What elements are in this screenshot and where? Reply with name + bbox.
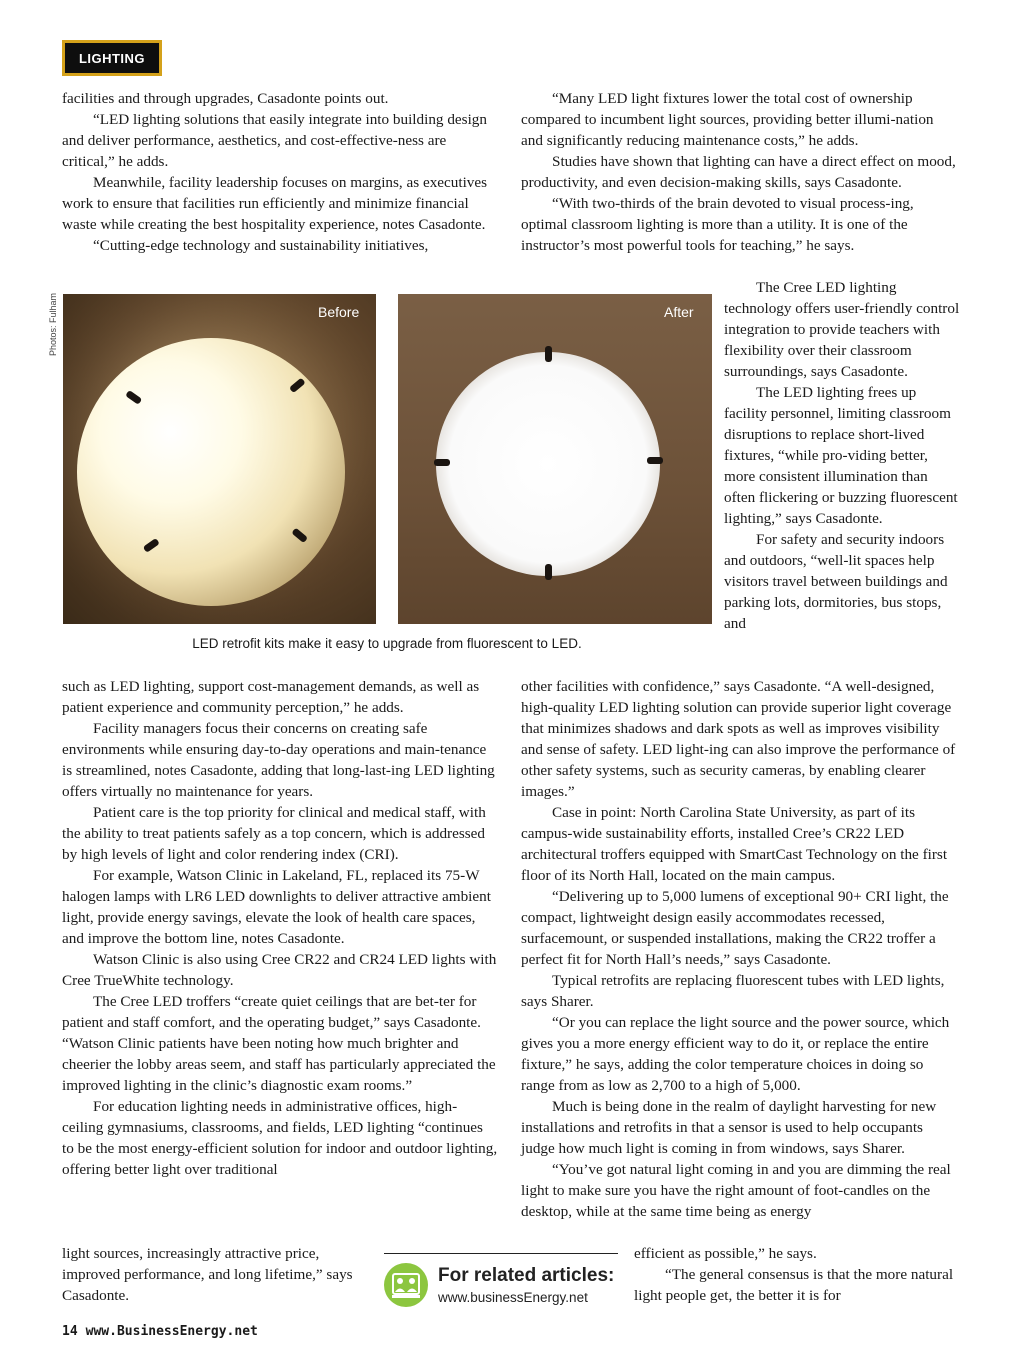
paragraph: Watson Clinic is also using Cree CR22 and CR24 LED lights with Cree TrueWhite technology. <box>62 951 497 989</box>
paragraph: For example, Watson Clinic in Lakeland, FL, replaced its 75-W halogen lamps with LR6 LED downlights to deliver attractive ambient light, provide energy savings, elevate the look of health care spaces, and improve the bottom line, notes Casadonte. <box>62 867 491 947</box>
people-reading-icon-graphic <box>384 1263 428 1307</box>
before-fixture-image <box>63 294 376 624</box>
paragraph: efficient as possible,” he says. <box>634 1245 817 1262</box>
paragraph: “Many LED light fixtures lower the total cost of ownership compared to incumbent light sources, providing better illumi-nation and significantly reducing maintenance costs,” he adds. <box>521 90 934 149</box>
paragraph: “LED lighting solutions that easily integrate into building design and deliver performance, aesthetics, and cost-effective-ness are critical,” he adds. <box>62 111 487 170</box>
paragraph: Meanwhile, facility leadership focuses on margins, as executives work to ensure that facilities run efficiently and minimize financial waste while creating the best hospitality experience, notes Casadonte. <box>62 174 488 233</box>
paragraph: The Cree LED troffers “create quiet ceilings that are bet-ter for patient and staff comfort, and the operating budget,” says Casadonte. “Watson Clinic patients have been noting how much brighter and cheerier the lobby areas seem, and staff has particularly appreciated the improved lighting in the clinic’s diagnostic exam rooms.” <box>62 993 496 1094</box>
column-bottom-left <box>62 676 498 1180</box>
after-photo <box>398 294 712 624</box>
section-tag: LIGHTING <box>62 40 162 76</box>
photo-caption: LED retrofit kits make it easy to upgrade from fluorescent to LED. <box>192 636 582 651</box>
column-bottom-right <box>521 676 959 1222</box>
paragraph: Case in point: North Carolina State University, as part of its campus-wide sustainability efforts, installed Cree’s CR22 LED architectural troffers equipped with SmartCast Technology on the first floor of its North Hall, located on the main campus. <box>521 804 948 884</box>
column-top-right <box>521 88 959 256</box>
after-fixture-image <box>398 294 712 624</box>
photo-credit: Photos: Fulham <box>48 292 58 356</box>
related-articles-title: For related articles: <box>438 1265 615 1286</box>
paragraph: “The general consensus is that the more natural light people get, the better it is for <box>634 1266 954 1304</box>
page-footer <box>62 1324 258 1339</box>
paragraph: The LED lighting frees up facility personnel, limiting classroom disruptions to replace short-lived fixtures, “while pro-viding better, more consistent illumination than often flickering or buzzing fluorescent lighting,” says Casadonte. <box>724 384 958 527</box>
paragraph: “Or you can replace the light source and the power source, which gives you a more energy efficient way to do it, or replace the entire fixture,” he says, adding the color temperature choices in doing so range from as low as 2,700 to a high of 5,000. <box>521 1014 950 1094</box>
column-bottom-right-tail <box>634 1243 960 1306</box>
people-reading-icon <box>384 1263 428 1307</box>
paragraph: “You’ve got natural light coming in and you are dimming the real light to make sure you have the right amount of foot-candles on the desktop, while at the same time being as energy <box>521 1161 951 1220</box>
related-articles-link[interactable]: www.businessEnergy.net <box>438 1290 588 1305</box>
paragraph: For safety and security indoors and outdoors, “well-lit spaces help visitors travel between buildings and parking lots, dormitories, bus stops, and <box>724 531 948 632</box>
paragraph: “Delivering up to 5,000 lumens of exceptional 90+ CRI light, the compact, lightweight design easily accommodates recessed, surfacemount, or suspended installations, making the CR22 troffer a perfect fit for North Hall’s needs,” says Casadonte. <box>521 888 949 968</box>
paragraph: Much is being done in the realm of daylight harvesting for new installations and retrofits in that a sensor is used to help occupants judge how much light is coming in from windows, says Sharer. <box>521 1098 937 1157</box>
paragraph: such as LED lighting, support cost-management demands, as well as patient experience and community perception,” he adds. <box>62 678 480 716</box>
paragraph: Patient care is the top priority for clinical and medical staff, with the ability to treat patients safely as a top concern, which is addressed by high levels of light and color rendering index (CRI). <box>62 804 486 863</box>
before-label: Before <box>318 304 360 320</box>
paragraph: For education lighting needs in administrative offices, high-ceiling gymnasiums, classrooms, and fields, LED lighting “continues to be the most energy-efficient solution for indoor and outdoor lighting, offering better light over traditional <box>62 1098 498 1178</box>
column-side <box>724 277 960 634</box>
paragraph: other facilities with confidence,” says Casadonte. “A well-designed, high-quality LED lighting solution can provide superior light coverage that minimizes shadows and dark spots as well as improves visibility and sense of safety. LED light-ing can also improve the performance of other safety systems, such as security cameras, by enabling clearer images.” <box>521 678 956 800</box>
paragraph: “With two-thirds of the brain devoted to visual process-ing, optimal classroom lighting is more than a utility. It is one of the instructor’s most powerful tools for teaching,” he says. <box>521 195 914 254</box>
paragraph: light sources, increasingly attractive price, improved performance, and long lifetime,” says Casadonte. <box>62 1245 353 1304</box>
paragraph: Studies have shown that lighting can have a direct effect on mood, productivity, and even decision-making skills, says Casadonte. <box>521 153 956 191</box>
paragraph: “Cutting-edge technology and sustainability initiatives, <box>93 237 429 254</box>
column-bottom-left-tail <box>62 1243 372 1306</box>
paragraph: Typical retrofits are replacing fluorescent tubes with LED lights, says Sharer. <box>521 972 945 1010</box>
related-divider <box>384 1253 618 1254</box>
paragraph: Facility managers focus their concerns on creating safe environments while ensuring day-to-day operations and main-tenance is streamlined, notes Casadonte, adding that long-last-ing LED lighting offers virtually no maintenance for years. <box>62 720 495 800</box>
after-label: After <box>664 304 694 320</box>
column-top-left <box>62 88 498 256</box>
page-number: 14 <box>62 1324 78 1339</box>
paragraph: facilities and through upgrades, Casadonte points out. <box>62 90 389 107</box>
before-photo <box>63 294 376 624</box>
footer-url[interactable]: www.BusinessEnergy.net <box>85 1324 258 1339</box>
paragraph: The Cree LED lighting technology offers user-friendly control integration to provide teachers with flexibility over their classroom surroundings, says Casadonte. <box>724 279 960 380</box>
